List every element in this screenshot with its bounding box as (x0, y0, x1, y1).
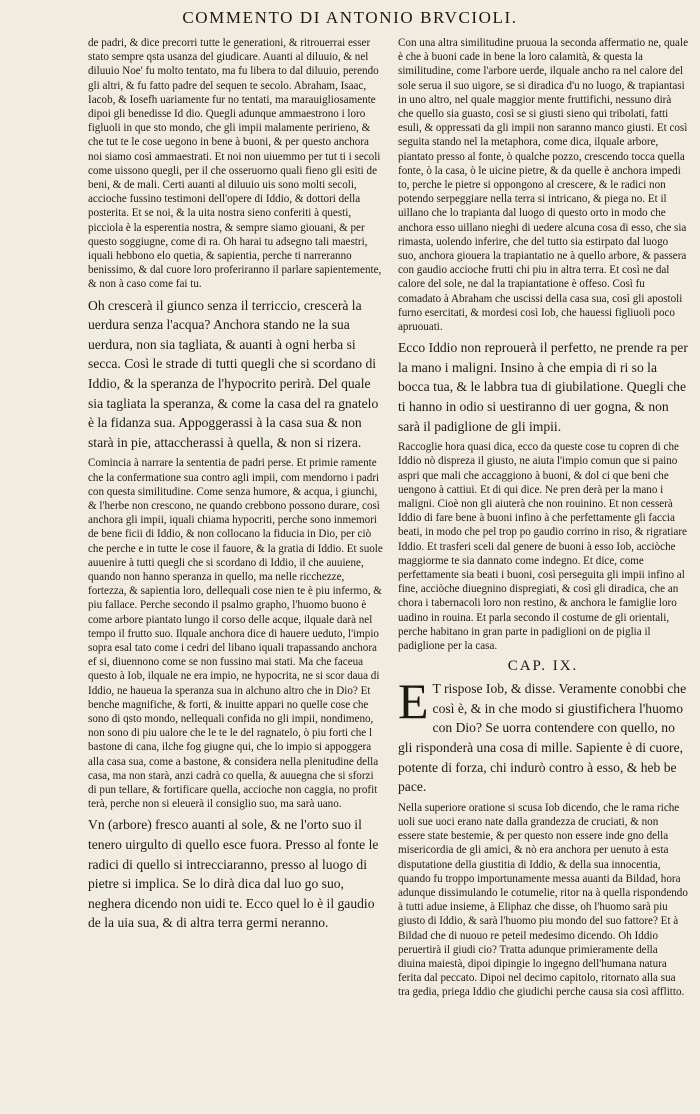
scripture-text: Oh crescerà il giunco senza il terriccio, crescerà la uerdura senza l'acqua? Anchora stando ne la sua uerdura, non sia tagliata, & auanti à ogni herba si secca. Così le strade di tutti quegli che si scordano di Iddio, & la speranza de l'hypocrito perirà. Del quale sia tagliata la speranza, & come la casa del ra gnatelo è la fidanza sua. Appoggerassi à la casa sua & non starà in pie, attaccherassi à quella, & non si rizera. (88, 297, 379, 450)
commentary-paragraph: Con una altra similitudine pruoua la seconda affermatio ne, quale è che à buoni cade in bene la loro calamità, & questa la similitudine, come l'arbore uerde, ilquale ancho ra nel calore del sole serua il suo uigore, se si diradica d'u no luogo, & trapiantasi in uno altro, nel quale maggior mente fruttifichi, nessuno dirà che quello sia guasto, così se si giusti sieno qui tribolati, fatti esuli, & oppressati da gli impii non saranno manco giusti. Et così seguita stando nel la metaphora, come dica, ilquale arbore, piantato presso al fonte, ò qualche pozzo, crescendo tocca quella fonte, ò la casa, ò le uicine pietre, & da quelle è anchora impedi to, perche le pietre si oppongono al crescere, & le radici non potendo serpeggiare nella terra si intricano, & piega no. Et il uillano che lo trapianta dal luogo di questo orto in modo che anchora esso uillano nieghi di uedere alcuna cosa di esso, che sia rimasta, uolendo inferire, che del tutto sia estirpato dal luogo suo, anchora giouera la trapiantatio ne à quello arbore, & passera con gaudio accioche frutti chi piu in altra terra. Et così ne dal calore del sole, ne dal la trapiantatione è offeso. Così fu comadato à Abraham che uscissi della casa sua, così gli apostoli furno esercitati, & mordesi così Iob, che hauessi figliuoli poco apruouati. (398, 37, 688, 334)
scripture-text-body: T rispose Iob, & disse. Veramente conobbi che così è, & in che modo si giustifichera l'huomo con Dio? Se uorra contendere con quello, no gli risponderà una cosa di mille. Sapiente è di cuore, potente di forza, chi indurò contro à esso, & heb be pace. (398, 681, 687, 795)
commentary-paragraph: Raccoglie hora quasi dica, ecco da queste cose tu copren di che Iddio nò dispreza il giusto, ne aiuta l'impio comun que si paino aspri que mali che accaggiono à buoni, & dol ci que beni che uengono à cattiui. Et di qui dice. Ne pren derà per la mano i maligni. Cioè non gli aiuterà che non rouinino. Et non cesserà Iddio di fare bene à buoni infino à che perfettamente gli faccia beati, in modo che pel trop po gaudio corrino in riso, & rigratiare Iddio. Et trasferi sceli dal genere de buoni à esso Iob, acciòche maggiorme te sia dannato come indegno. Et dice, come perfettamente sia beati i buoni, così perseguita gli impii infino al fine, acciòche diuegnino dispregiati, & così gli diradica, che an chora i tabernacoli loro non restino, & anchora le famiglie loro uadino in rouina. Et parla secondo il costume de gli orientali, perche habitano in gran parte in padiglioni on de piglia il padiglione per la casa. (398, 441, 687, 653)
left-column (88, 36, 384, 937)
commentary-paragraph: Comincia à narrare la sententia de padri perse. Et primie ramente che la confermatione sua contro agli impii, com mendorno i padri con questa similitudine. Come senza humore, & acqua, i giunchi, & l'herbe non crescono, ne quando crebbono possono durare, così anchora gli impii, iquali chiama hypocriti, perche sono inmemori de bene ficii di Iddio, & non collocano la fiducia in Dio, per ciò che perche e in tutte le cose il fauore, & la gratia di Iddio. Et suole auuenire à tutti quegli che si scordano di Iddio, il che auuiene, quando non hanno speranza in quello, ma nelle ricchezze, fortezza, & sapientia loro, dellequali cose nien te è piu infermo, & piu fallace. Perche secondo il psalmo grapho, l'huomo buono è come arbore piantato lungo il corso delle acque, ilquale darà nel tempo il frutto suo. Ilquale anchora dice di hauere ueduto, l'impio sopra esal tato come i cedri del libano iquali trapassando anchora ef si, diuennono come se non fussino mai stati. Ma che faceua questo à Iob, ilquale ne era impio, ne hypocrita, ne si scor daua di Iddio, ne haueua la speranza sua in alchuno altro che in Dio? Et benche magnifiche, & forti, & inuitte appari no quelle cose che sono di qsto mondo, nellequali confida no gli impii, nondimeno, non sono di piu ualore che le te le del ragnatelo, ò piu forti che l bastone di cana, ilche fog giugne qui, che lo impio si appoggera alla casa sua, come a bastone, & considera nella plenitudine della casa, ma non starà, anzi cadrà co quella, & auuegna che si sforzi di pun tellare, & fortificare quella, accioche non caggia, no profit terà, perche non si eleuerà il consiglio suo, ma sarà uano. (88, 457, 383, 811)
scripture-text: Ecco Iddio non reprouerà il perfetto, ne prende ra per la mano i maligni. Insino à che empia di ri so la bocca tua, & le labbra tua di giubilatione. Quegli che ti hanno in odio si uestiranno di uer gogna, & non sarà il padiglione de gli impii. (398, 340, 688, 434)
running-head: COMMENTO DI ANTONIO BRVCIOLI. (182, 8, 518, 27)
drop-cap-initial: E (398, 673, 429, 730)
right-column (398, 36, 688, 1000)
scripture-text (398, 673, 688, 797)
commentary-paragraph: de padri, & dice precorri tutte le generationi, & ritrouerrai esser stato sempre qsta usanza del giudicare. Auanti al diluuio, & nel diluuio Noe' fu molto tentato, ma fu libera to dal diluuio, perendo gli altri, & fu fatto padre del sequen te secolo. Abraham, Isaac, Iacob, & Iosefh uariamente fur no tentati, ma marauigliosamente dipoi gli benedisse Id dio. Quegli adunque ammaestrono i loro figluoli in que sto mondo, che gli impii malamente peririeno, & che tut te le cose uegono in bene à buoni, & per questo anchora noi siamo così ammaestrati. Et noi non uiuemmo per tut ti i secoli come uissono quegli, per il che osseruorno quali fieno gli esiti de beni, & de mali. Certi auanti al diluuio uis sono molti secoli, accioche fussino testimoni dell'opere di Iddio, & dottori della posterita. Et se noi, & la uita nostra sieno conferiti à questi, picciola è la esperentia nostra, & sempre siamo giouani, & per questo soggiugne, come di ra. Oh harai tu adsegno tali maestri, iquali hebbono elo quetia, & sapientia, perche ti narreranno benissimo, & dal cuore loro proferiranno il parlare sapientemente, & non à caso come fai tu. (88, 37, 382, 291)
chapter-heading: CAP. IX. (507, 658, 579, 675)
scripture-text: Vn (arbore) fresco auanti al sole, & ne l'orto suo il tenero uirgulto di quello esce fuora. Presso al fonte le radici di quello si intrecciaranno, presso al luogo di pietre si implica. Se lo dirà dica dal luo go suo, neghera dicendo non uidi te. Ecco quel lo è il gaudio de la uia sua, & di altra terra germi neranno. (88, 817, 379, 931)
commentary-paragraph: Nella superiore oratione si scusa Iob dicendo, che le rama riche uoli sue uoci erano nate dalla grandezza de cruciati, & non essere state bestemie, & per questo non essere inde gno della misericordia de gli amici, & nò era anchora per uenuto à esta disputatione della giustitia di Iddio, & della sua innocentia, quando fu troppo importunamente messa auanti da Bildad, hora adunque dissimulando le cotumelie, ritor na à quella rispondendo à tutti adue insieme, à Eliphaz che disse, oh l'huomo sarà piu giusto di Iddio, & sarà l'huomo piu mondo del suo fattore? Et à Bildad che di nuouo re peteil medesimo dicendo. Oh Iddio peruertirà il giudi cio? Tratta adunque primieramente della diuina maiestà, dipoi dipingie lo ingegno dell'humana natura ferita dal peccato. Dipoi nel decimo capitolo, ritornato alla sua tra gedia, priega Iddio che giudichi perche causa sia così afflitto. (398, 801, 688, 999)
